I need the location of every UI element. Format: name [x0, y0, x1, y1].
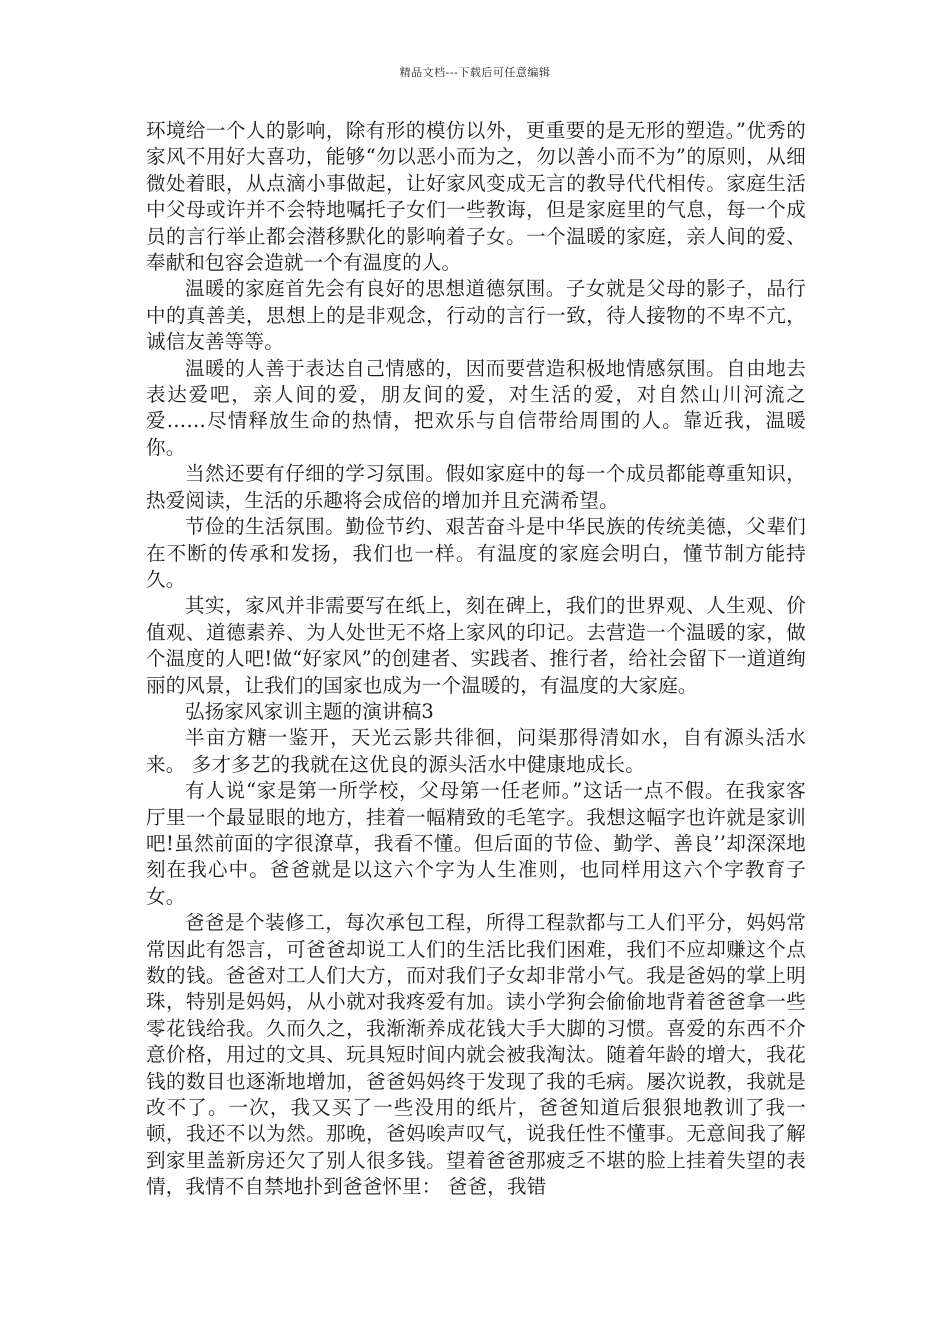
- paragraph: 其实，家风并非需要写在纸上，刻在碑上，我们的世界观、人生观、价值观、道德素养、为人处世无不烙上家风的印记。去营造一个温暖的家，做个温度的人吧!做“好家风”的创建者、实践者、推行者，给社会留下一道道绚丽的风景，让我们的国家也成为一个温暖的，有温度的大家庭。: [146, 594, 806, 697]
- paragraph: 爸爸是个装修工，每次承包工程，所得工程款都与工人们平分，妈妈常常因此有怨言，可爸爸却说工人们的生活比我们困难，我们不应却赚这个点数的钱。爸爸对工人们大方，而对我们子女却非常小气。我是爸妈的掌上明珠，特别是妈妈，从小就对我疼爱有加。读小学狗会偷偷地背着爸爸拿一些零花钱给我。久而久之，我渐渐养成花钱大手大脚的习惯。喜爱的东西不介意价格，用过的文具、玩具短时间内就会被我淘汰。随着年龄的增大，我花钱的数目也逐渐地增加，爸爸妈妈终于发现了我的毛病。屡次说教，我就是改不了。一次，我又买了一些没用的纸片，爸爸知道后狠狠地教训了我一顿，我还不以为然。那晚，爸妈唉声叹气，说我任性不懂事。无意间我了解到家里盖新房还欠了别人很多钱。望着爸爸那疲乏不堪的脸上挂着失望的表情，我情不自禁地扑到爸爸怀里： 爸爸，我错: [146, 911, 806, 1199]
- paragraph: 温暖的人善于表达自己情感的，因而要营造积极地情感氛围。自由地去表达爱吧，亲人间的爱，朋友间的爱，对生活的爱，对自然山川河流之爱……尽情释放生命的热情，把欢乐与自信带给周围的人。靠近我，温暖你。: [146, 356, 806, 459]
- paragraph: 半亩方糖一鉴开，天光云影共徘徊，问渠那得清如水，自有源头活水来。 多才多艺的我就在这优良的源头活水中健康地成长。: [146, 726, 806, 776]
- paragraph: 有人说“家是第一所学校，父母第一任老师。”这话一点不假。在我家客厅里一个最显眼的地方，挂着一幅精致的毛笔字。我想这幅字也许就是家训吧!虽然前面的字很潦草，我看不懂。但后面的节俭、勤学、善良’’却深深地刻在我心中。爸爸就是以这六个字为人生准则，也同样用这六个字教育子女。: [146, 779, 806, 908]
- paragraph: 节俭的生活氛围。勤俭节约、艰苦奋斗是中华民族的传统美德，父辈们在不断的传承和发扬，我们也一样。有温度的家庭会明白，懂节制方能持久。: [146, 515, 806, 591]
- paragraph: 环境给一个人的影响，除有形的模仿以外，更重要的是无形的塑造。”优秀的家风不用好大喜功，能够“勿以恶小而为之，勿以善小而不为”的原则，从细微处着眼，从点滴小事做起，让好家风变成无言的教导代代相传。家庭生活中父母或许并不会特地嘱托子女们一些教诲，但是家庭里的气息，每一个成员的言行举止都会潜移默化的影响着子女。一个温暖的家庭，亲人间的爱、奉献和包容会造就一个有温度的人。: [146, 119, 806, 275]
- document-body: [146, 118, 806, 1201]
- paragraph: 当然还要有仔细的学习氛围。假如家庭中的每一个成员都能尊重知识，热爱阅读，生活的乐趣将会成倍的增加并且充满希望。: [146, 462, 806, 512]
- page-header: 精品文档---下载后可任意编辑: [399, 66, 551, 79]
- section-heading: 弘扬家风家训主题的演讲稿3: [185, 699, 435, 723]
- paragraph: 温暖的家庭首先会有良好的思想道德氛围。子女就是父母的影子，品行中的真善美，思想上的是非观念，行动的言行一致，待人接物的不卑不亢，诚信友善等等。: [146, 277, 806, 354]
